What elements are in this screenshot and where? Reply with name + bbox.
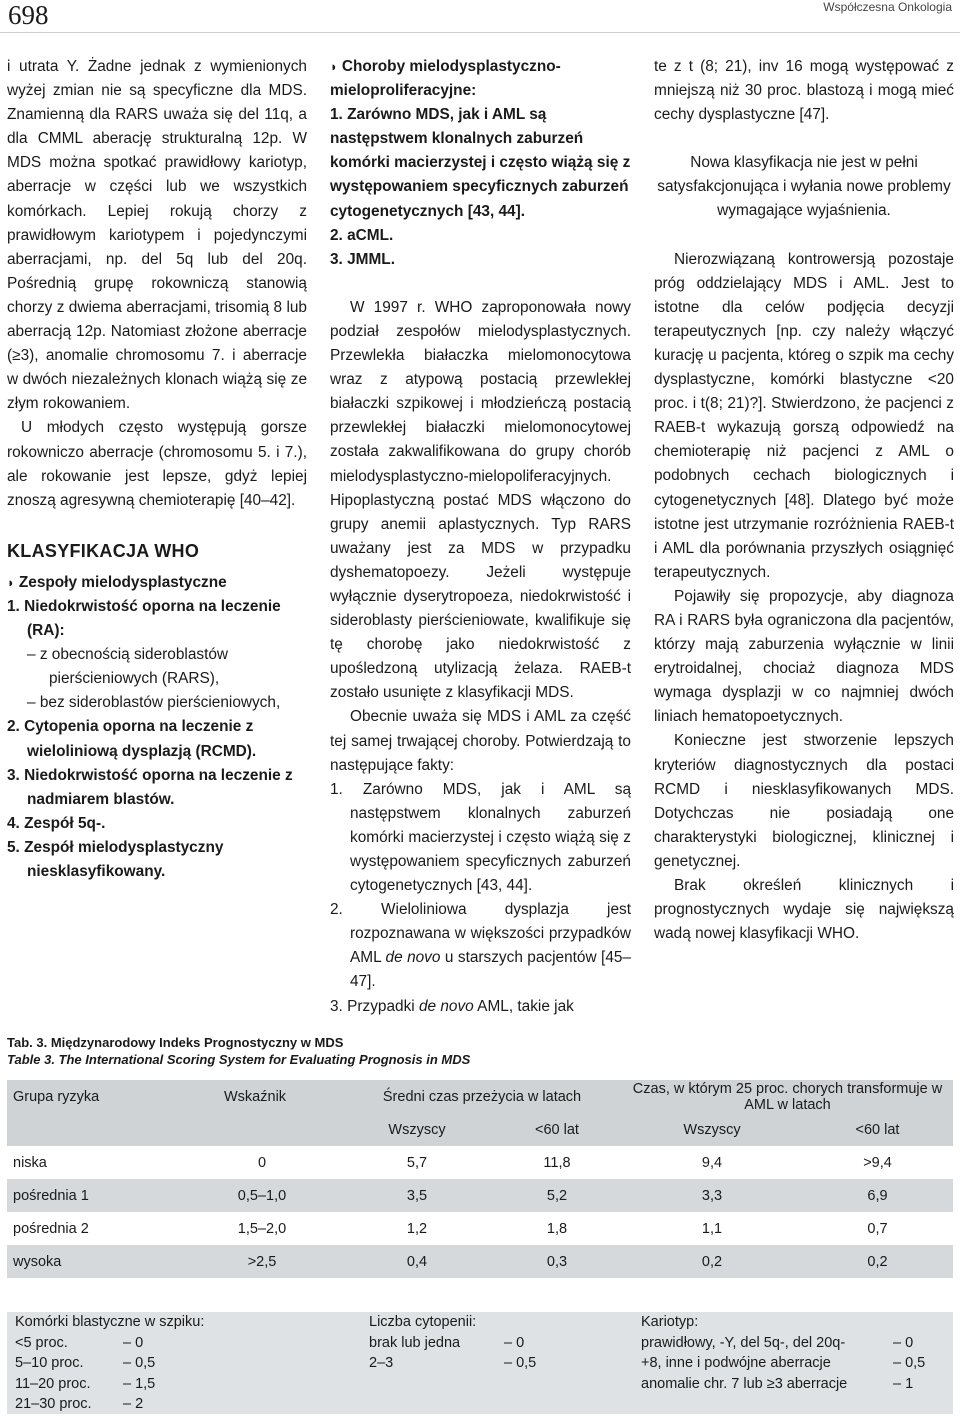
- mds-item-3: 3. Niedokrwistość oporna na leczenie z nadmiarem blastów.: [7, 766, 293, 808]
- mds-item-1: 1. Niedokrwistość oporna na leczenie (RA):: [7, 597, 281, 640]
- cell-survival-60: 11,8: [492, 1146, 622, 1179]
- journal-name: Współczesna Onkologia: [823, 0, 952, 14]
- legend-value: – 1: [893, 1375, 914, 1392]
- legend-value: – 0: [123, 1334, 144, 1351]
- legend-label: 5–10 proc.: [15, 1355, 84, 1371]
- mdmpn-item-3: 3. JMML.: [330, 250, 395, 268]
- mds-item-1-dash-1: – z obecnością sideroblastów pierścieniowych (RARS),: [27, 646, 229, 688]
- cell-index: 1,5–2,0: [182, 1212, 342, 1245]
- cell-survival-60: 1,8: [492, 1212, 622, 1245]
- col3-paragraph-2: Nowa klasyfikacja nie jest w pełni satysfakcjonująca i wyłania nowe problemy wymagające wyjaśnienia.: [657, 154, 951, 220]
- col3-paragraph-4: Pojawiły się propozycje, aby diagnoza RA i RARS była ograniczona dla pacjentów, którzy mają zaburzenia wyłącznie w linii erytroidalnej, chociaż diagnoza MDS wymaga dysplazji w co najmniej dwóch liniach hematopoetycznych.: [654, 587, 954, 726]
- mds-item-4: 4. Zespół 5q-.: [7, 814, 106, 832]
- legend-label: 11–20 proc.: [15, 1375, 91, 1392]
- facts-item-3-emphasis: de novo: [418, 997, 474, 1015]
- mds-item-2: 2. Cytopenia oporna na leczenie z wieloliniową dysplazją (RCMD).: [7, 718, 257, 760]
- header-rule: [0, 32, 960, 33]
- subheader-survival-60: <60 lat: [492, 1113, 622, 1146]
- legend-value: – 0,5: [893, 1355, 926, 1371]
- cell-aml-all: 9,4: [622, 1146, 802, 1179]
- legend-row: [15, 1353, 345, 1374]
- legend-value: – 0: [504, 1334, 525, 1351]
- table-row: [7, 1179, 953, 1212]
- legend-row: [641, 1353, 951, 1374]
- prognosis-table: [7, 1080, 953, 1278]
- table-footer-legend: [7, 1312, 953, 1414]
- legend-label: anomalie chr. 7 lub ≥3 aberracje: [641, 1375, 848, 1392]
- cell-survival-all: 3,5: [342, 1179, 492, 1212]
- facts-item-2-text-a: 2. Wieloliniowa dysplazja jest rozpoznawana w większości przypadków AML: [330, 901, 631, 967]
- facts-item-2: [330, 898, 631, 994]
- subheader-aml-all: Wszyscy: [622, 1113, 802, 1146]
- cell-aml-60: >9,4: [802, 1146, 953, 1179]
- mdmpn-item-2: 2. aCML.: [330, 226, 394, 244]
- legend-label: brak lub jedna: [369, 1334, 461, 1351]
- facts-item-3-text-b: AML, takie jak: [473, 997, 574, 1015]
- legend-blasts: [15, 1312, 345, 1415]
- facts-item-3: [330, 995, 631, 1019]
- cell-survival-all: 0,4: [342, 1245, 492, 1278]
- header-index: Wskaźnik: [182, 1080, 342, 1113]
- header-group: Grupa ryzyka: [7, 1080, 182, 1113]
- mds-item-1-dash-2: – bez sideroblastów pierścieniowych,: [27, 694, 281, 712]
- col3-paragraph-1: te z t (8; 21), inv 16 mogą występować z mniejszą niż 30 proc. blastozą i mogą mieć cechy dysplastyczne [47].: [654, 58, 954, 124]
- col1-paragraph-1: i utrata Y. Żadne jednak z wymienionych wyżej zmian nie są specyficzne dla MDS. Znamienną dla RARS uważa się del 11q, a dla CMML aberację strukturalną 12p. W MDS można spotkać prawidłowy kariotyp, aberracje w części lub we wszystkich komórkach. Lepiej rokują chorzy z prawidłowym kariotypem i pojedynczymi aberracjami, np. del 5q lub del 20q. Pośrednią grupę rokowniczą stanowią chorzy z dwiema aberracjami, trisomią 8 lub aberracją 12p. Natomiast złożone aberracje (≥3), anomalie chromosomu 7. i aberracje w dwóch niezależnych klonach wiążą się ze złym rokowaniem.: [7, 58, 307, 413]
- col2-paragraph-2: Obecnie uważa się MDS i AML za część tej samej trwającej choroby. Potwierdzają to następujące fakty:: [330, 708, 631, 774]
- facts-item-3-text-a: 3. Przypadki: [330, 997, 419, 1015]
- legend-label: <5 proc.: [15, 1334, 68, 1351]
- cell-aml-60: 0,7: [802, 1212, 953, 1245]
- cell-index: >2,5: [182, 1245, 342, 1278]
- cell-survival-all: 5,7: [342, 1146, 492, 1179]
- table-caption-en: Table 3. The International Scoring System for Evaluating Prognosis in MDS: [7, 1052, 471, 1067]
- cell-group: pośrednia 1: [7, 1179, 182, 1212]
- legend-row: [15, 1374, 345, 1395]
- bullet-mds: ◗ Zespoły mielodysplastyczne: [7, 571, 307, 595]
- legend-cytopenias: [369, 1312, 619, 1374]
- col1-paragraph-2: U młodych często występują gorsze rokowniczo aberracje (chromosomu 5. i 7.), ale rokowanie jest lepsze, gdyż lepiej znoszą agresywną chemioterapię [40–42].: [7, 419, 307, 509]
- legend-row: [641, 1333, 951, 1354]
- col3-paragraph-3: Nierozwiązaną kontrowersją pozostaje próg oddzielający MDS i AML. Jest to istotne dla celów podjęcia decyzji terapeutycznych [np. czy należy włączyć kurację u pacjenta, któreg o szpik ma cechy dysplastyczne, komórki blastyczne <20 proc. i t(8; 21)?]. Stwierdzono, że pacjenci z RAEB-t wykazują gorszą odpowiedź na chemioterapię niż pacjenci z AML o podobnych cechach biologicznych i cytogenetycznych [48]. Dlatego być może istotne jest utrzymanie rozróżnienia RAEB-t i AML dla porównania przyszłych osiągnięć terapeutycznych.: [654, 250, 954, 581]
- legend-label: 21–30 proc.: [15, 1396, 92, 1412]
- table-row: [7, 1212, 953, 1245]
- legend-blasts-title: Komórki blastyczne w szpiku:: [15, 1314, 205, 1330]
- bullet-mdmpn: ◗ Choroby mielodysplastyczno-mieloproliferacyjne:: [330, 55, 631, 103]
- legend-value: – 0,5: [123, 1355, 156, 1371]
- legend-value: – 0: [893, 1334, 914, 1351]
- legend-label: prawidłowy, -Y, del 5q-, del 20q-: [641, 1334, 846, 1351]
- cell-aml-all: 3,3: [622, 1179, 802, 1212]
- cell-index: 0,5–1,0: [182, 1179, 342, 1212]
- header-aml: Czas, w którym 25 proc. chorych transformuje w AML w latach: [622, 1080, 953, 1113]
- legend-karyotype: [641, 1312, 951, 1394]
- legend-row: [641, 1374, 951, 1395]
- mdmpn-item-1: 1. Zarówno MDS, jak i AML są następstwem klonalnych zaburzeń komórki macierzystej i często wiążą się z występowaniem specyficznych zaburzeń cytogenetycznych [43, 44].: [330, 106, 631, 220]
- legend-value: – 1,5: [123, 1375, 156, 1392]
- legend-row: [15, 1333, 345, 1354]
- legend-row: [15, 1394, 345, 1415]
- facts-item-1: 1. Zarówno MDS, jak i AML są następstwem klonalnych zaburzeń komórki macierzystej i często wiążą się z występowaniem specyficznych zaburzeń cytogenetycznych [43, 44].: [330, 780, 631, 895]
- legend-cytopenias-title: Liczba cytopenii:: [369, 1314, 477, 1330]
- mds-item-5: 5. Zespół mielodysplastyczny niesklasyfikowany.: [7, 838, 224, 880]
- legend-row: [369, 1353, 619, 1374]
- cell-index: 0: [182, 1146, 342, 1179]
- legend-row: [369, 1333, 619, 1354]
- cell-survival-60: 0,3: [492, 1245, 622, 1278]
- page-number: 698: [8, 0, 49, 30]
- header-survival: Średni czas przeżycia w latach: [342, 1080, 622, 1113]
- column-1: [7, 55, 307, 884]
- cell-survival-60: 5,2: [492, 1179, 622, 1212]
- legend-value: – 2: [123, 1396, 144, 1412]
- table-caption-pl: Tab. 3. Międzynarodowy Indeks Prognostyczny w MDS: [7, 1035, 344, 1050]
- legend-value: – 0,5: [504, 1355, 537, 1371]
- cell-aml-all: 1,1: [622, 1212, 802, 1245]
- cell-aml-60: 6,9: [802, 1179, 953, 1212]
- cell-group: wysoka: [7, 1245, 182, 1278]
- legend-label: +8, inne i podwójne aberracje: [641, 1355, 831, 1371]
- cell-aml-60: 0,2: [802, 1245, 953, 1278]
- subheader-aml-60: <60 lat: [802, 1113, 953, 1146]
- col3-paragraph-6: Brak określeń klinicznych i prognostycznych wydaje się największą wadą nowej klasyfikacji WHO.: [654, 877, 954, 943]
- cell-survival-all: 1,2: [342, 1212, 492, 1245]
- facts-item-2-emphasis: de novo: [385, 949, 441, 967]
- col3-paragraph-5: Konieczne jest stworzenie lepszych kryteriów diagnostycznych dla postaci RCMD i niesklasyfikowanych MDS. Dotychczas nie posiadają one charakterystyki biologicznej, klinicznej i genetycznej.: [654, 732, 954, 870]
- column-3: [654, 55, 954, 946]
- table-header-row: [7, 1080, 953, 1113]
- cell-aml-all: 0,2: [622, 1245, 802, 1278]
- table-caption: [7, 1034, 470, 1068]
- table-row: [7, 1245, 953, 1278]
- legend-label: 2–3: [369, 1355, 394, 1371]
- col2-paragraph-1: W 1997 r. WHO zaproponowała nowy podział zespołów mielodysplastycznych. Przewlekła białaczka mielomonocytowa wraz z atypową postacią przewlekłej białaczki szpikowej i młodzieńczą postacią przewlekłej białaczki mielomonocytowej została zakwalifikowana do grupy chorób mielodysplastyczno-mielopoliferacyjnych. Hipoplastyczną postać MDS włączono do grupy anemii aplastycznych. Typ RARS uważany jest za MDS w przypadku dyshematopoezy. Jeżeli występuje wyłącznie dyserytropoeza, niedokrwistość i sideroblasty pierścieniowate, kwalifikuje się tę chorobę jako niedokrwistość z upośledzoną utylizacją żelaza. RAEB-t zostało usunięte z klasyfikacji MDS.: [330, 298, 631, 702]
- page-header: [0, 0, 960, 30]
- facts-item-2-text-b: u starszych pacjentów [45–47].: [350, 949, 631, 991]
- column-2: [330, 55, 631, 1019]
- legend-karyotype-title: Kariotyp:: [641, 1314, 699, 1330]
- cell-group: pośrednia 2: [7, 1212, 182, 1245]
- table-subheader-row: [7, 1113, 953, 1146]
- cell-group: niska: [7, 1146, 182, 1179]
- subheader-survival-all: Wszyscy: [342, 1113, 492, 1146]
- section-heading-who: KLASYFIKACJA WHO: [7, 540, 200, 561]
- table-row: [7, 1146, 953, 1179]
